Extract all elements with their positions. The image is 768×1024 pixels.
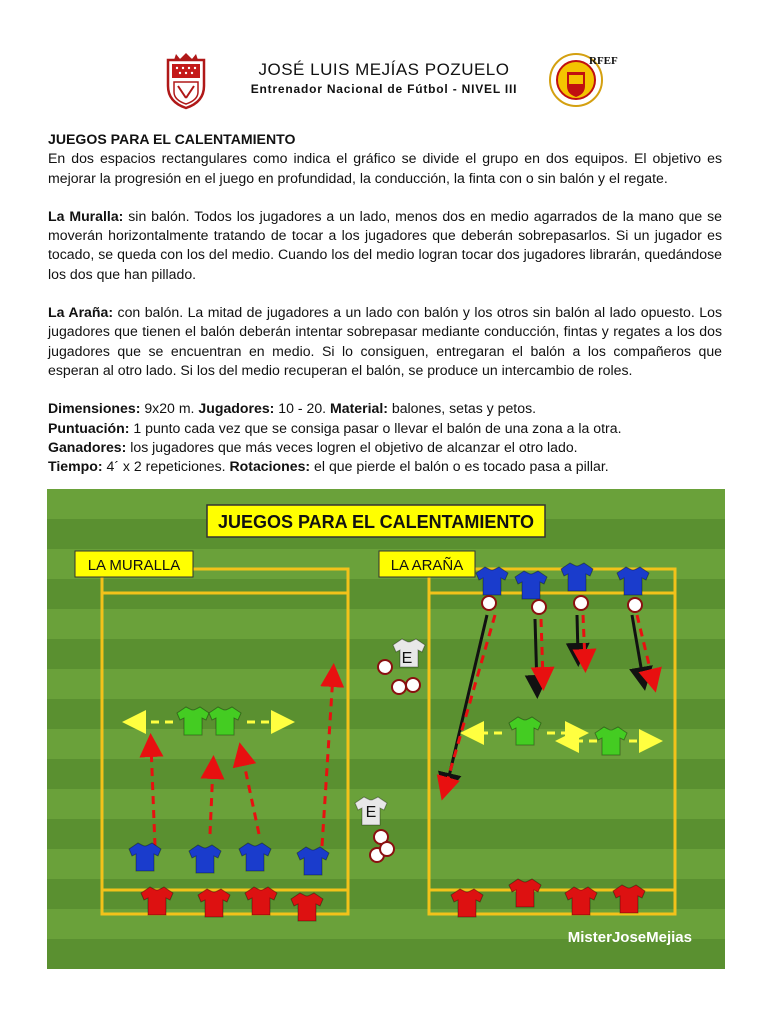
- document-body: [48, 130, 722, 476]
- arana-text: con balón. La mitad de jugadores a un lado con balón y los otros sin balón al lado opuesto. Los jugadores que tienen el balón deberán intentar sobrepasar mediante conducción, fintas y regates a los dos jugadores que se encuentran en medio. Si lo consiguen, entregaran el balón a los compañeros que esperan al otro lado. Si los del medio recuperan el balón, se produce un intercambio de roles.: [48, 304, 722, 378]
- tiempo-line: Tiempo: 4´ x 2 repeticiones. Rotaciones: el que pierde el balón o es tocado pasa a pillar.: [48, 458, 609, 475]
- training-field-diagram: [47, 489, 725, 969]
- muralla-text: sin balón. Todos los jugadores a un lado, menos dos en medio agarrados de la mano que se moverán horizontalmente tratando de tocar a los jugadores que deberán sobrepasarlos. Si un jugador es tocado, se queda con los del medio. Cuando los del medio logran tocar dos jugadores librarán, quedándose los dos que han pillado.: [48, 207, 722, 282]
- ganadores-line: Ganadores: los jugadores que más veces logren el objetivo de alcanzar el otro lado.: [48, 438, 578, 455]
- watermark: MisterJoseMejias: [567, 929, 692, 946]
- author-title: Entrenador Nacional de Fútbol - NIVEL III: [250, 82, 518, 96]
- grass-stripe: [47, 609, 725, 639]
- grass-stripe: [47, 759, 725, 789]
- intro-paragraph: En dos espacios rectangulares como indica el gráfico se divide el grupo en dos equipos. El objetivo es mejorar la progresión en el juego en profundidad, la conducción, la finta con o sin balón y el regate.: [48, 150, 722, 186]
- arana-diagram-label: LA ARAÑA: [390, 557, 464, 574]
- ball-icon: [392, 680, 406, 694]
- author-name: JOSÉ LUIS MEJÍAS POZUELO: [258, 60, 510, 79]
- ball-icon: [482, 596, 496, 610]
- ball-icon: [406, 678, 420, 692]
- muralla-paragraph: [48, 207, 722, 284]
- muralla-label: La Muralla:: [48, 207, 124, 224]
- coach-label: E: [401, 650, 413, 667]
- dribble-arrow: [535, 619, 537, 687]
- arana-paragraph: [48, 303, 722, 380]
- rfef-logo-text: RFEF: [589, 55, 618, 67]
- arana-label: La Araña:: [48, 304, 114, 321]
- diagram-title: JUEGOS PARA EL CALENTAMIENTO: [217, 512, 535, 532]
- dimensiones-line: Dimensiones: 9x20 m. Jugadores: 10 - 20. Material: balones, setas y petos.: [48, 400, 537, 417]
- grass-stripe: [47, 699, 725, 729]
- section-title: JUEGOS PARA EL CALENTAMIENTO: [48, 131, 296, 147]
- dribble-arrow: [577, 615, 578, 655]
- coach-label: E: [365, 804, 377, 821]
- rfef-logo: [545, 48, 618, 110]
- ball-icon: [574, 596, 588, 610]
- ball-icon: [380, 842, 394, 856]
- ball-icon: [378, 660, 392, 674]
- ball-icon: [532, 600, 546, 614]
- puntuacion-line: Puntuación: 1 punto cada vez que se consiga pasar o llevar el balón de una zona a la otra.: [48, 419, 622, 436]
- ball-icon: [628, 598, 642, 612]
- muralla-diagram-label: LA MURALLA: [87, 557, 181, 574]
